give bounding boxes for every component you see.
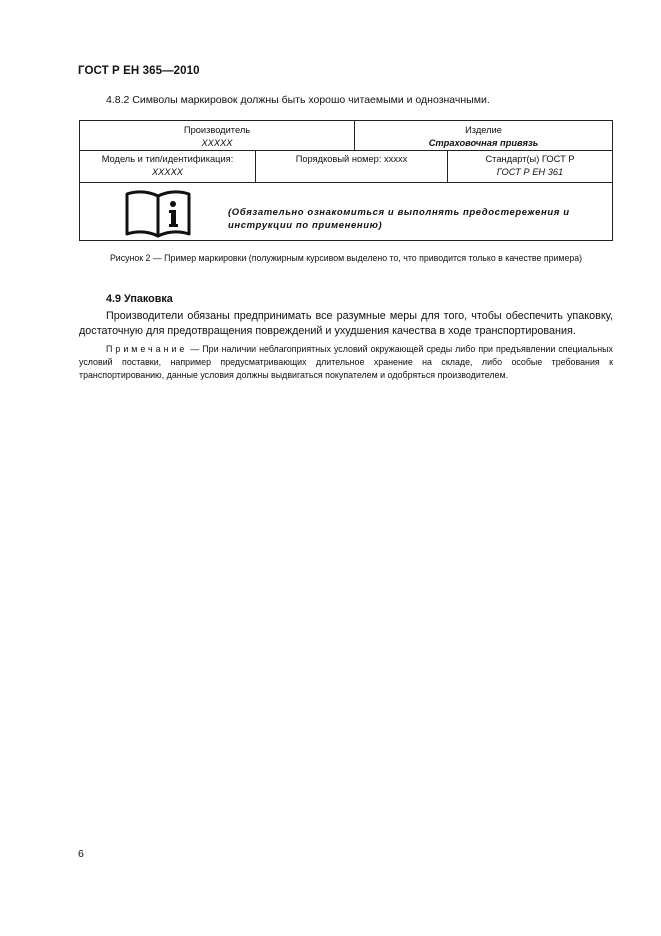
- warning-text: (Обязательно ознакомиться и выполнять предостережения и инструкции по применению): [228, 207, 570, 231]
- serial-label: Порядковый номер: xxxxx: [295, 154, 408, 164]
- product-label: Изделие: [465, 125, 502, 135]
- manufacturer-cell: [80, 121, 355, 150]
- standard-cell: [448, 150, 612, 182]
- product-value: Страховочная привязь: [428, 138, 539, 148]
- model-value: XXXXX: [151, 167, 183, 177]
- manufacturer-value: XXXXX: [201, 138, 233, 148]
- model-cell: [80, 150, 256, 182]
- standard-value: ГОСТ Р ЕН 361: [496, 167, 564, 177]
- marking-row-1: [80, 121, 612, 151]
- page-number: 6: [78, 848, 84, 860]
- note-text: — При наличии неблагоприятных условий окружающей среды либо при предъявлении специальных условий поставки, например предусматривающих длительное хранение на складе, либо особые требования к транспортированию, данные условия должны выдвигаться покупателем и одобряться производителем.: [79, 344, 613, 380]
- note-label: Примечание: [106, 344, 188, 354]
- model-label: Модель и тип/идентификация:: [101, 154, 234, 164]
- section-title: 4.9 Упаковка: [106, 293, 173, 305]
- figure-caption: Рисунок 2 — Пример маркировки (полужирным курсивом выделено то, что приводится только в качестве примера): [109, 253, 583, 263]
- product-cell: [355, 121, 612, 150]
- serial-cell: [256, 150, 448, 182]
- clause-4-8-2: 4.8.2 Символы маркировок должны быть хорошо читаемыми и однозначными.: [106, 94, 490, 106]
- document-header: ГОСТ Р ЕН 365—2010: [78, 65, 200, 77]
- marking-row-3: [80, 182, 612, 240]
- marking-row-2: [80, 150, 612, 183]
- note-paragraph: [79, 343, 613, 382]
- manufacturer-label: Производитель: [183, 125, 251, 135]
- marking-example-table: [79, 120, 613, 241]
- information-book-icon: [125, 190, 193, 240]
- section-body: Производители обязаны предпринимать все разумные меры для того, чтобы обеспечить упаковку, достаточную для предотвращения повреждений и ухудшения качества в ходе транспортирования.: [79, 310, 613, 337]
- standard-label: Стандарт(ы) ГОСТ Р: [485, 154, 575, 164]
